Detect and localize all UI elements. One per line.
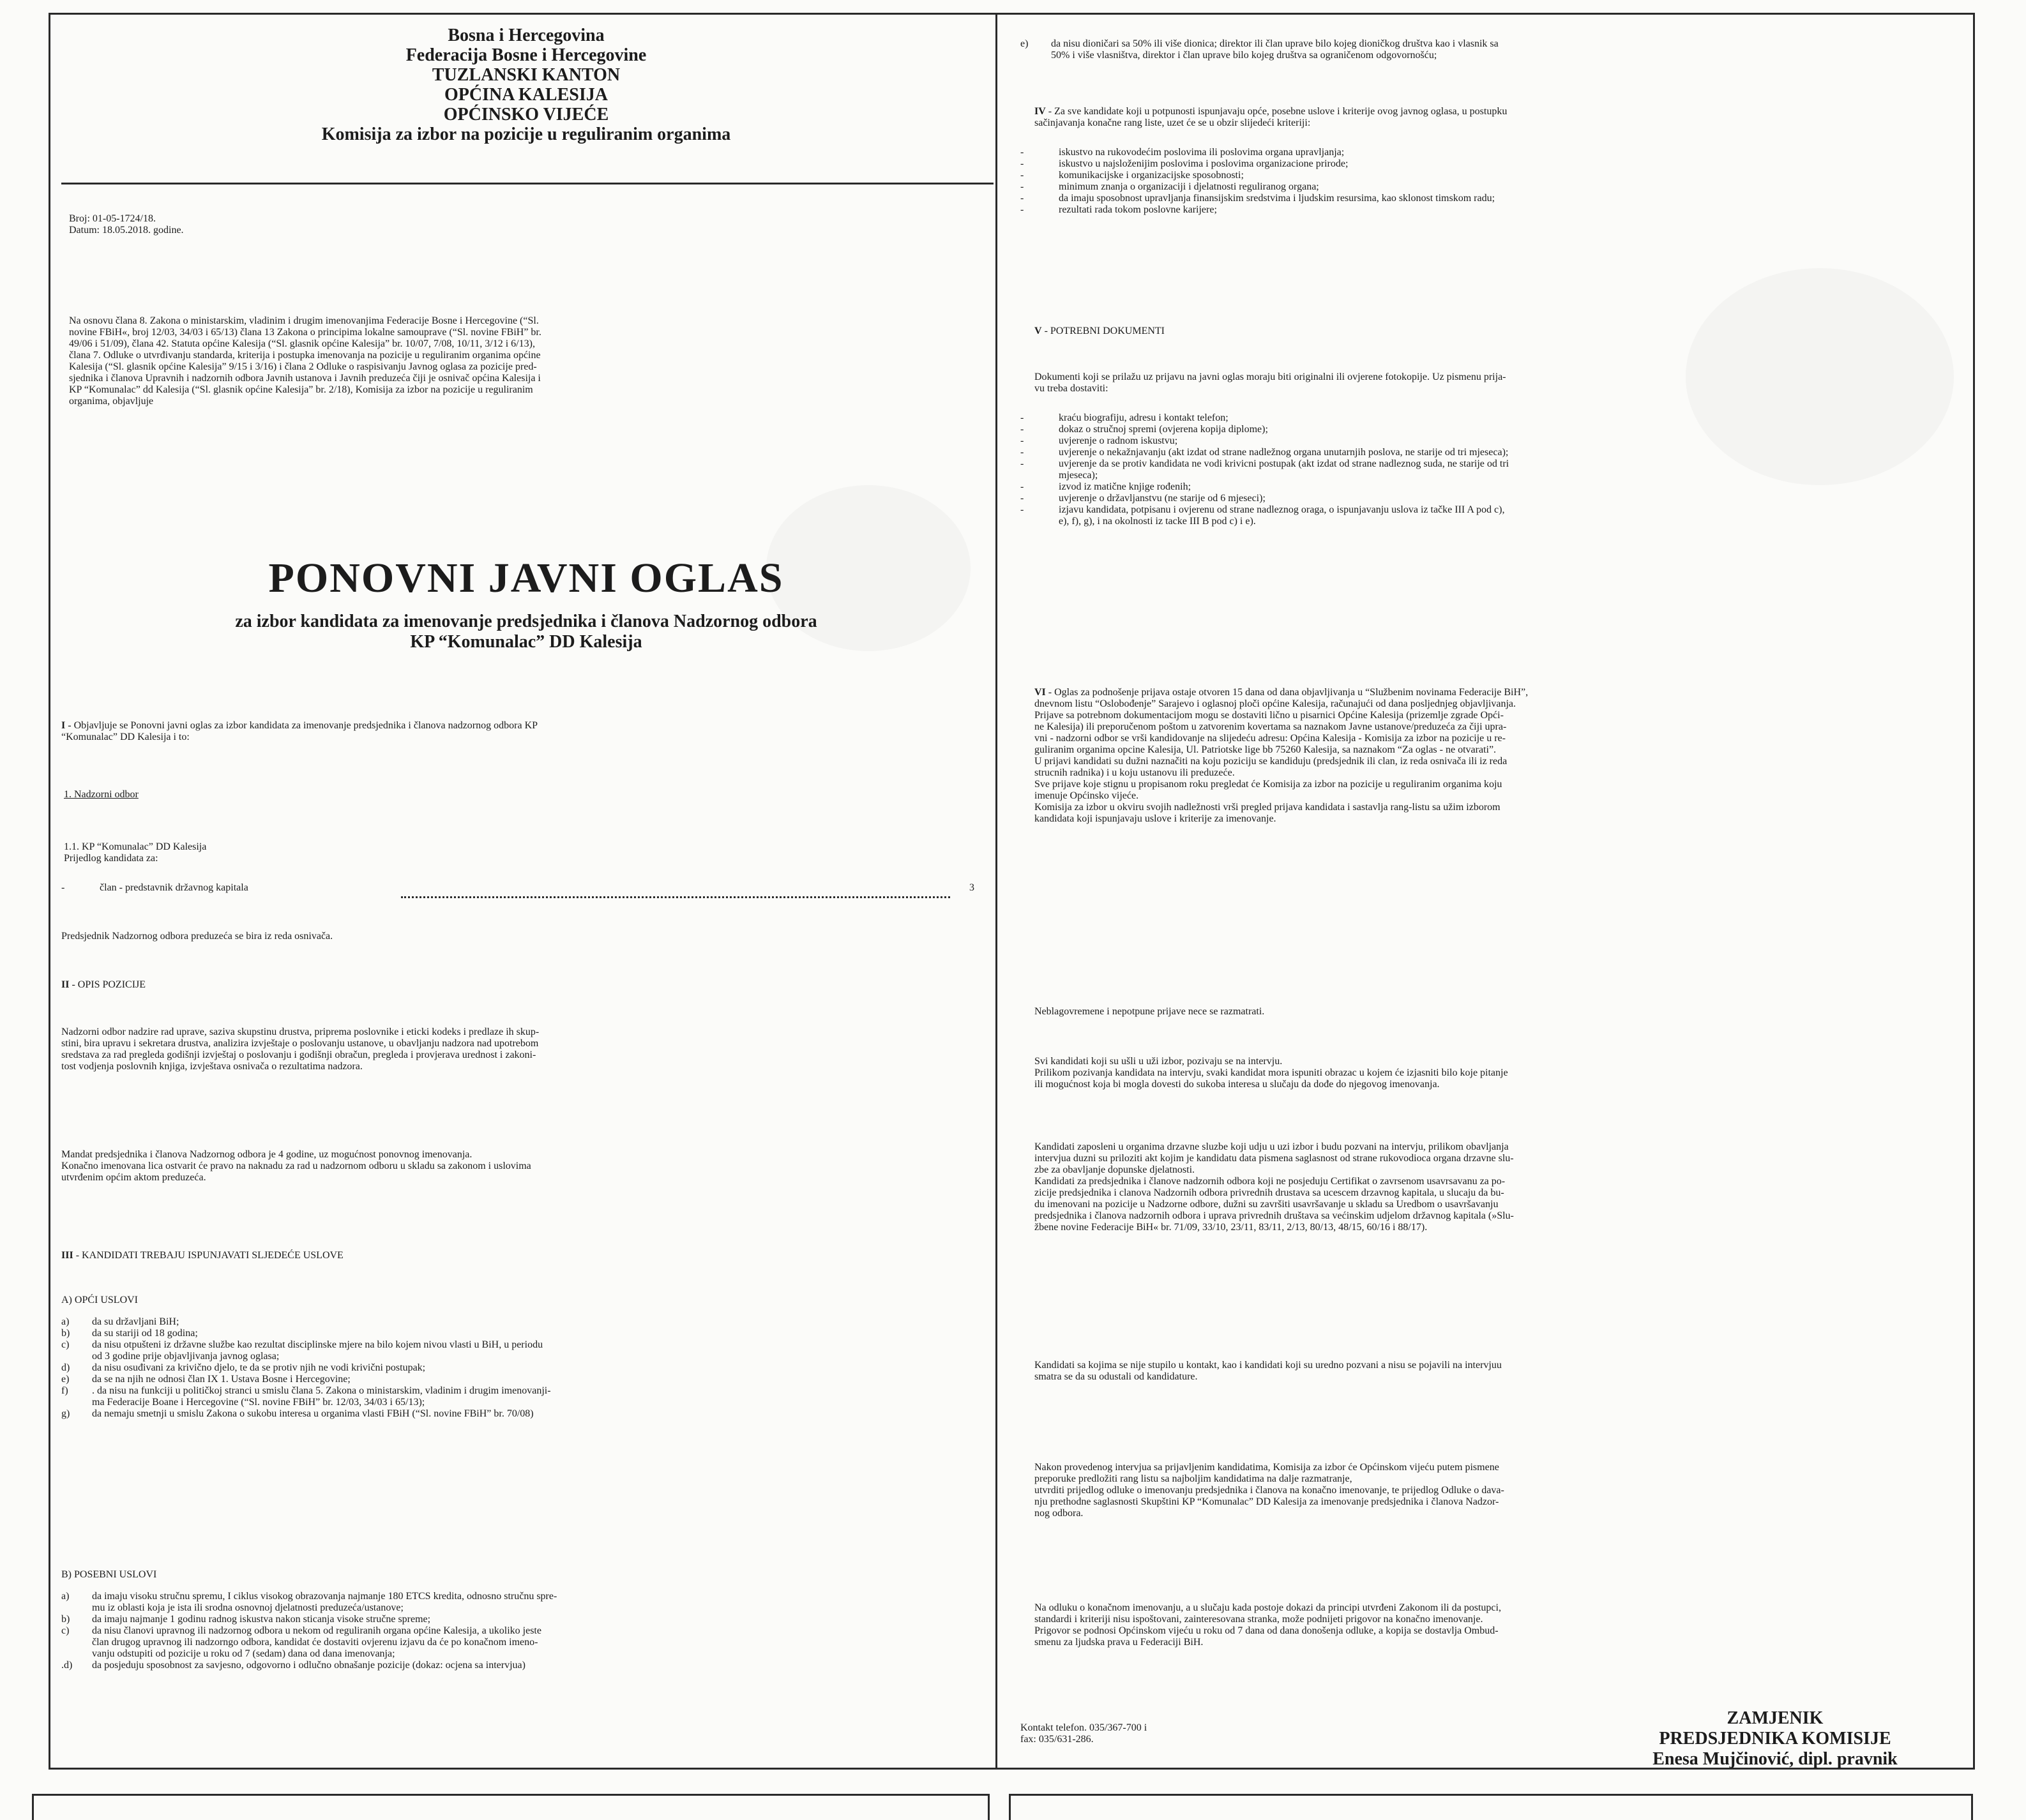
special-conditions-list <box>61 1591 986 1671</box>
text-line: zicije predsjednika i clanova Nadzornih odbora privrednih drustava sa ucescem drzavnog kapitala, u slucaju da bu- <box>1034 1187 1504 1198</box>
section-title: - POTREBNI DOKUMENTI <box>1041 326 1165 336</box>
text-line: Kandidati za predsjednika i članove nadzornih odbora koji ne posjeduju Certifikat o zavrsenom usavrsavanu za po- <box>1034 1176 1506 1187</box>
signature-line: ZAMJENIK <box>1727 1708 1824 1728</box>
list-item-continuation: vanju odstupiti od pozicije u roku od 7 (sedam) dana od dana imenovanja; <box>92 1648 395 1659</box>
signature-line: PREDSJEDNIKA KOMISIJE <box>1659 1729 1891 1749</box>
announcement-subtitle <box>61 612 991 652</box>
list-item: - izvod iz matične knjige rođenih; <box>1020 481 1191 492</box>
header-line: TUZLANSKI KANTON <box>432 65 621 85</box>
header-line: Federacija Bosne i Hercegovine <box>405 45 647 65</box>
text-line: strucnih radnika) i u koju ustanovu ili preduzeće. <box>1034 767 1235 778</box>
text-line: - Oglas za podnošenje prijava ostaje otvoren 15 dana od dana objavljivanja u “Službenim novinama Federacije BiH”, <box>1045 687 1529 698</box>
text-line: standardi i kriteriji nisu ispoštovani, zainteresovana stranka, može podnijeti prigovor na konačno imenovanje. <box>1034 1614 1483 1625</box>
section-3-heading <box>61 1250 891 1261</box>
section-4 <box>1034 106 1960 129</box>
text-line: Kandidati sa kojima se nije stupilo u kontakt, kao i kandidati koji su uredno pozvani a nisu se pojavili na intervjuu <box>1034 1360 1502 1371</box>
text-line: organima, objavljuje <box>69 396 154 407</box>
list-item-continuation: član drugog upravnog ili nadzorngo odbora, kandidat će dostaviti ovjerenu izjavu da će po konačnom imeno- <box>92 1637 538 1648</box>
list-item-continuation: od 3 godine prije objavljivanja javnog oglasa; <box>92 1351 280 1362</box>
text-line: Svi kandidati koji su ušli u uži izbor, pozivaju se na intervju. <box>1034 1056 1283 1067</box>
text-line: - Za sve kandidate koji u potpunosti ispunjavaju opće, posebne uslove i kriterije ovog javnog oglasa, u postupku <box>1045 106 1508 117</box>
text-line: Mandat predsjednika i članova Nadzornog odbora je 4 godine, uz mogućnost ponovnog imenovanja. <box>61 1149 472 1160</box>
complaint-paragraph <box>1034 1602 1960 1648</box>
text-line: žbene novine Federacije BiH« br. 71/09, 33/10, 23/11, 83/11, 2/13, 80/13, 48/15, 60/16 i 88/17). <box>1034 1222 1428 1233</box>
text-line: guliranim organima opcine Kalesija, Ul. Patriotske lige bb 75260 Kalesija, sa naznakom “Za oglas - ne otvarati”. <box>1034 744 1497 755</box>
text-line: tost vodjenja poslovnih knjiga, izvještava osnivača o rezultatima nadzora. <box>61 1061 363 1072</box>
text-line: Kalesija (“Sl. glasnik općine Kalesija” 9/15 i 3/16) i člana 2 Odluke o raspisivanju Javnog oglasa za pozicije pred- <box>69 361 537 372</box>
list-item: - da imaju sposobnost upravljanja finansijskim sredstvima i ljudskim resursima, kao sklonost timskom radu; <box>1020 193 1495 204</box>
document-date: Datum: 18.05.2018. godine. <box>69 225 184 236</box>
post-interview-paragraph <box>1034 1462 1960 1519</box>
text-line: smatra se da su odustali od kandidature. <box>1034 1371 1198 1382</box>
text-line: Konačno imenovana lica ostvarit će pravo na naknadu za rad u nadzornom odboru u skladu sa zakonom i uslovima <box>61 1161 531 1171</box>
text-line: KP “Komunalac” dd Kalesija (“Sl. glasnik općine Kalesija” br. 2/18), Komisija za izbor na pozicije u reguliranim <box>69 384 533 395</box>
proposal-label: Prijedlog kandidata za: <box>64 853 158 864</box>
text-line: Komisija za izbor u okviru svojih nadležnosti vrši pregled prijava kandidata i sastavlja rang-listu sa užim izborom <box>1034 802 1501 813</box>
list-item: - minimum znanja o organizaciji i djelatnosti reguliranog organa; <box>1020 181 1319 192</box>
signature-line: Enesa Mujčinović, dipl. pravnik <box>1652 1749 1898 1769</box>
text-line: Prilikom pozivanja kandidata na intervju, svaki kandidat mora ispuniti obrazac u kojem će izjasniti bilo koje pitanje <box>1034 1067 1508 1078</box>
interview-paragraph <box>1034 1056 1960 1090</box>
section-1 <box>61 720 986 743</box>
header-line: Komisija za izbor na pozicije u reguliranim organima <box>321 124 731 144</box>
text-line: novine FBiH«, broj 12/03, 34/03 i 65/13) člana 13 Zakona o principima lokalne samouprave (“Sl. novine FBiH” br. <box>69 327 541 338</box>
section-number: III <box>61 1250 73 1261</box>
general-conditions-list <box>61 1316 986 1420</box>
text-line: Kandidati zaposleni u organima drzavne sluzbe koji udju u uzi izbor i budu pozvani na intervju, prilikom obavljanja <box>1034 1141 1509 1152</box>
section-number: IV <box>1034 106 1046 117</box>
list-item: a) da imaju visoku stručnu spremu, I ciklus visokog obrazovanja najmanje 180 ETCS kredita, odnosno stručnu spre- <box>61 1591 557 1602</box>
list-label: e) <box>1020 38 1029 49</box>
text-line: intervjua duzni su priloziti akt kojim je kandidatu data pismena saglasnost od strane rukovodioca organa drzavne slu- <box>1034 1153 1514 1164</box>
section-title: - KANDIDATI TREBAJU ISPUNJAVATI SLJEDEĆE USLOVE <box>73 1250 344 1261</box>
documents-list <box>1020 412 1959 527</box>
list-item: - izjavu kandidata, potpisanu i ovjerenu od strane nadleznog oraga, o ispunjavanju uslova iz tačke III A pod c), <box>1020 504 1505 515</box>
text-line: - Objavljuje se Ponovni javni oglas za izbor kandidata za imenovanje predsjednika i članova nadzornog odbora KP <box>65 720 538 731</box>
next-article-frame-left <box>32 1794 990 1820</box>
header-divider <box>61 183 994 184</box>
text-line: smenu za ljudska prava u Federaciji BiH. <box>1034 1637 1204 1648</box>
list-item: - iskustvo u najsloženijim poslovima i poslovima organizacione prirode; <box>1020 158 1349 169</box>
list-item: - kraću biografiju, adresu i kontakt telefon; <box>1020 412 1228 423</box>
list-item-continuation: mjeseca); <box>1059 470 1098 481</box>
list-item: - uvjerenje da se protiv kandidata ne vodi krivicni postupak (akt izdat od strane nadleznog suda, ne starije od tri <box>1020 458 1509 469</box>
text-line: nju prethodne saglasnosti Skupštini KP “Komunalac” DD Kalesija za imenovanje predsjednika i članova Nadzor- <box>1034 1496 1499 1507</box>
member-count: 3 <box>969 882 974 893</box>
text-line: Prigovor se podnosi Općinskom vijeću u roku od 7 dana od dana donošenja odluke, a kopija se dostavlja Ombud- <box>1034 1625 1499 1636</box>
text-line: Prijave sa potrebnom dokumentacijom mogu se dostaviti lično u pisarnici Općine Kalesija (prizemlje zgrade Opći- <box>1034 710 1504 721</box>
withdrawn-candidates-paragraph <box>1034 1360 1960 1383</box>
list-item: e) da se na njih ne odnosi član IX 1. Ustava Bosne i Hercegovine; <box>61 1374 351 1385</box>
text-line: preporuke predložiti rang listu sa najboljim kandidatima na dalje razmatranje, <box>1034 1473 1352 1484</box>
list-item: - uvjerenje o radnom iskustvu; <box>1020 435 1178 446</box>
header-line: OPĆINSKO VIJEĆE <box>443 105 609 124</box>
contact-phone: Kontakt telefon. 035/367-700 i <box>1020 1722 1147 1733</box>
nadzorni-odbor-heading: 1. Nadzorni odbor <box>64 789 139 800</box>
list-item: g) da nemaju smetnji u smislu Zakona o sukobu interesa u organima vlasti FBiH (“Sl. novine FBiH” br. 70/08) <box>61 1408 534 1419</box>
text-line: ili mogućnost koja bi mogla dovesti do sukoba interesa u slučaju da dođe do njegovog imenovanja. <box>1034 1079 1440 1090</box>
list-item: c) da nisu članovi upravnog ili nadzornog odbora u nekom od reguliranih organa općine Kalesija, a ukoliko jeste <box>61 1625 541 1636</box>
text-line: utvrditi prijedlog odluke o imenovanju predsjednika i članova na konačno imenovanje, te prijedlog Odluke o dava- <box>1034 1485 1504 1496</box>
list-item-continuation: ma Federacije Boane i Hercegovine (“Sl. novine FBiH” br. 12/03, 34/03 i 65/13); <box>92 1397 425 1408</box>
section-title: - OPIS POZICIJE <box>69 979 146 990</box>
text-line: člana 7. Odluke o utvrđivanju standarda, kriterija i postupka imenovanja na pozicije u reguliranim organima općine <box>69 350 541 361</box>
president-note: Predsjednik Nadzornog odbora preduzeća se bira iz reda osnivača. <box>61 931 333 942</box>
list-item-continuation: mu iz oblasti koja je ista ili srodna osnovnoj djelatnosti preduzeća/ustanove; <box>92 1602 404 1613</box>
company-line: 1.1. KP “Komunalac” DD Kalesija <box>64 841 207 852</box>
text-line: Dokumenti koji se prilažu uz prijavu na javni oglas moraju biti originalni ili ovjerene fotokopije. Uz pismenu prija- <box>1034 372 1506 382</box>
text-line: sačinjavanja konačne rang liste, uzet će se u obzir slijedeći kriteriji: <box>1034 117 1311 128</box>
text-line: utvrđenim općim aktom preduzeća. <box>61 1172 206 1183</box>
text-line: Na odluku o konačnom imenovanju, a u slučaju kada postoje dokazi da principi utvrđeni Zakonom ili da postupci, <box>1034 1602 1501 1613</box>
text-line: sjednika i članova Upravnih i nadzornih odbora Javnih ustanova i Javnih preduzeća čiji je osnivač općina Kalesija i <box>69 373 541 384</box>
list-item: b) da su stariji od 18 godina; <box>61 1328 198 1339</box>
text-line: vu treba dostaviti: <box>1034 383 1108 394</box>
contact-fax: fax: 035/631-286. <box>1020 1734 1094 1745</box>
list-item: - rezultati rada tokom poslovne karijere; <box>1020 204 1217 215</box>
text-line: sredstava za rad pregleda godišnji izvještaj o poslovanju i godišnji obračun, pregleda i provjerava urednost i zakoni- <box>61 1049 536 1060</box>
list-item: - dokaz o stručnoj spremi (ovjerena kopija diplome); <box>1020 424 1268 435</box>
text-line: vni - nadzorni odbor se vrši kandidovanje na slijedeću adresu: Općina Kalesija - Komisija za izbor na pozicije u re- <box>1034 733 1506 744</box>
list-item: c) da nisu otpušteni iz državne službe kao rezultat disciplinske mjere na bilo kojem nivou vlasti u BiH, u periodu <box>61 1339 543 1350</box>
document-meta <box>69 213 580 236</box>
section-5-heading <box>1034 326 1673 337</box>
header-line: OPĆINA KALESIJA <box>444 85 608 105</box>
section-6 <box>1034 687 1960 825</box>
document-number: Broj: 01-05-1724/18. <box>69 213 156 224</box>
subtitle-line: KP “Komunalac” DD Kalesija <box>410 632 642 652</box>
documents-intro <box>1034 372 1960 395</box>
candidate-proposal <box>64 841 639 864</box>
text-line: nog odbora. <box>1034 1508 1084 1519</box>
next-article-frame-right <box>1009 1794 1973 1820</box>
special-conditions-title: B) POSEBNI USLOVI <box>61 1569 157 1580</box>
legal-basis-paragraph <box>69 315 986 407</box>
list-item: b) da imaju najmanje 1 godinu radnog iskustva nakon sticanja visoke stručne spreme; <box>61 1614 431 1625</box>
section-2-heading <box>61 979 700 991</box>
member-position: član - predstavnik državnog kapitala <box>100 882 248 893</box>
criteria-list <box>1020 147 1953 216</box>
text-line: Sve prijave koje stignu u propisanom roku pregledat će Komisija za izbor na pozicije u reguliranim organima koju <box>1034 779 1502 790</box>
text-line: ne Kalesija) ili preporučenom poštom u zatvorenim kovertama sa naznakom Javne ustanove/preduzeća za čiji upra- <box>1034 721 1507 732</box>
text-line: predsjednika i članova nadzornih odbora i uprava privrednih društava sa većinskim udjelom državnog kapitala (»Slu- <box>1034 1210 1514 1221</box>
section-number: V <box>1034 326 1042 336</box>
list-item: d) da nisu osuđivani za krivično djelo, te da se protiv njih ne vodi krivični postupak; <box>61 1362 426 1373</box>
late-applications-note: Neblagovremene i nepotpune prijave nece se razmatrati. <box>1034 1006 1265 1017</box>
section-number: I <box>61 720 66 731</box>
text-line: du imenovani na pozicije u Nadzorne odbore, dužni su završiti usavršavanje u skladu sa Uredbom o usavršavanju <box>1034 1199 1499 1210</box>
list-item: - komunikacijske i organizacijske sposobnosti; <box>1020 170 1244 181</box>
member-dash: - <box>61 882 65 893</box>
general-conditions-title: A) OPĆI USLOVI <box>61 1295 138 1305</box>
text-line: kandidata koji ispunjavaju uslove i kriterije za imenovanje. <box>1034 813 1276 824</box>
announcement-title: PONOVNI JAVNI OGLAS <box>268 555 784 601</box>
text-line: 49/06 i 51/09), člana 42. Statuta općine Kalesija (“Sl. glasnik općine Kalesija” br. 10/07, 7/08, 10/11, 3/12 i 6/13), <box>69 338 535 349</box>
list-item: - uvjerenje o nekažnjavanju (akt izdat od strane nadležnog organa unutarnjih poslova, ne starije od tri mjeseca); <box>1020 447 1509 458</box>
dot-leader <box>401 896 950 898</box>
text-line: dnevnom listu “Oslobođenje” Sarajevo i oglasnoj ploči općine Kalesija, računajući od dana posljednjeg objavljivanja. <box>1034 698 1516 709</box>
signature-block <box>1596 1708 1954 1770</box>
subtitle-line: za izbor kandidata za imenovanje predsjednika i članova Nadzornog odbora <box>235 612 817 631</box>
text-line: “Komunalac” DD Kalesija i to: <box>61 732 190 742</box>
text-line: stini, bira upravu i sekretara drustva, analizira izvještaje o poslovanju ustanove, u obavljanju nadzora nad upotrebom <box>61 1038 539 1049</box>
text-line: zbe za obavljanje dopunske djelatnosti. <box>1034 1164 1195 1175</box>
section-number: II <box>61 979 70 990</box>
text-line: Na osnovu člana 8. Zakona o ministarskim, vladinim i drugim imenovanjima Federacije Bosne i Hercegovine (“Sl. <box>69 315 539 326</box>
list-item: .d) da posjeduju sposobnost za savjesno, odgovorno i odlučno obnašanje pozicije (dokaz: ocjena sa intervjua) <box>61 1660 525 1671</box>
list-item: f) . da nisu na funkciji u političkoj stranci u smislu člana 5. Zakona o ministarskim, vladinim i drugim imenovanji- <box>61 1385 551 1396</box>
list-item: - iskustvo na rukovodećim poslovima ili poslovima organa upravljanja; <box>1020 147 1345 158</box>
employed-candidates-paragraph <box>1034 1141 1960 1233</box>
section-2-paragraph-2 <box>61 1149 986 1184</box>
list-item: a) da su državljani BiH; <box>61 1316 179 1327</box>
contact-info <box>1020 1722 1467 1745</box>
list-item: - uvjerenje o državljanstvu (ne starije od 6 mjeseci); <box>1020 493 1266 504</box>
section-2-paragraph-1 <box>61 1027 986 1072</box>
section-number: VI <box>1034 687 1046 698</box>
list-item-continuation: e), f), g), i na okolnosti iz tacke III B pod c) i e). <box>1059 516 1256 527</box>
text-line: Nakon provedenog intervjua sa prijavljenim kandidatima, Komisija za izbor će Općinskom vijeću putem pismene <box>1034 1462 1499 1473</box>
issuer-header <box>61 26 991 144</box>
header-line: Bosna i Hercegovina <box>448 26 605 45</box>
condition-e: e) da nisu dioničari sa 50% ili više dionica; direktor ili član uprave bilo kojeg dioničkog društva kao i vlasnik sa 50% i više vlasništva, direktor i član uprave bilo kojeg društva sa ograničenom odgovornošću; <box>1020 38 1499 61</box>
text-line: imenuje Općinsko vijeće. <box>1034 790 1139 801</box>
text-line: U prijavi kandidati su dužni naznačiti na koju poziciju se kandiduju (predsjednik ili clan, iz reda osnivača ili iz reda <box>1034 756 1508 767</box>
text-line: Nadzorni odbor nadzire rad uprave, saziva skupstinu drustva, priprema poslovnike i eticki kodeks i predlaze ih skup- <box>61 1027 540 1037</box>
